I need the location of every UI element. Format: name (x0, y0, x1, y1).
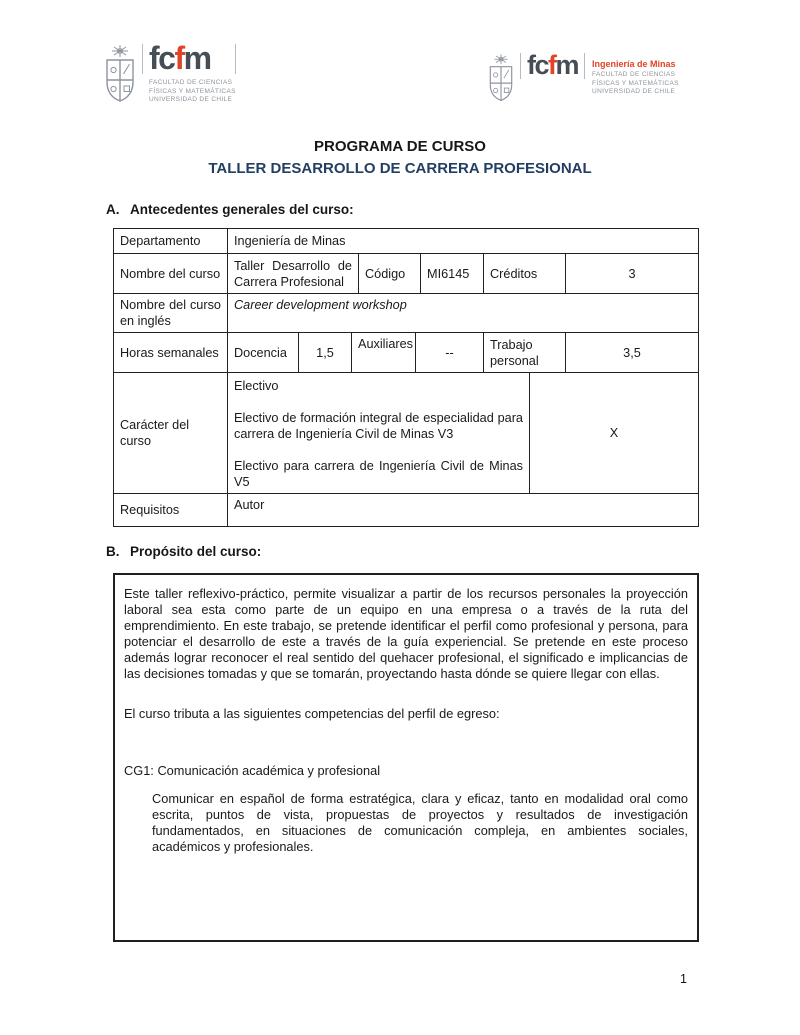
section-marker: A. (106, 202, 120, 217)
nombre-ingles-value: Career development workshop (234, 298, 407, 312)
fcfm-wordmark: fcfm (142, 44, 236, 74)
requisitos-value: Autor (234, 498, 265, 512)
faculty-caption: FACULTAD DE CIENCIAS FÍSICAS Y MATEMÁTICAS UNIVERSIDAD DE CHILE (149, 79, 236, 104)
docencia-label: Docencia (228, 333, 299, 372)
cg1-heading (124, 763, 688, 779)
section-b-heading (106, 544, 261, 559)
docencia-value: 1,5 (299, 333, 352, 372)
uchile-shield-icon (103, 44, 137, 106)
caracter-mark: X (609, 426, 619, 440)
course-info-table (113, 228, 699, 527)
section-marker: B. (106, 544, 120, 559)
cg1-code: CG1: (124, 763, 154, 778)
cg1-description: Comunicar en español de forma estratégica, clara y eficaz, tanto en modalidad oral como escrita, puntos de vista, propuestas de proyectos y resultados de investigación fundamentados, en situaciones de comunicación compleja, en ambientes sociales, académicos y profesionales. (152, 791, 688, 854)
section-a-heading (106, 202, 354, 217)
page-number: 1 (680, 972, 687, 986)
faculty-caption: FACULTAD DE CIENCIAS FÍSICAS Y MATEMÁTICAS UNIVERSIDAD DE CHILE (592, 71, 679, 95)
table-row-requisitos (114, 494, 698, 526)
course-title: TALLER DESARROLLO DE CARRERA PROFESIONAL (208, 160, 592, 177)
cg1-title: Comunicación académica y profesional (157, 763, 381, 778)
table-row-nombre-ingles (114, 294, 698, 333)
uchile-shield-icon (487, 53, 515, 105)
document-title: PROGRAMA DE CURSO (314, 138, 486, 155)
caracter-options (228, 373, 530, 493)
caracter-item: Electivo de formación integral de especialidad para carrera de Ingeniería Civil de Minas V3 (234, 411, 523, 441)
auxiliares-value: -- (416, 333, 484, 372)
requisitos-label: Requisitos (114, 494, 228, 526)
departamento-label: Departamento (114, 229, 228, 253)
course-purpose-box (113, 573, 699, 942)
table-row-horas (114, 333, 698, 373)
table-row-nombre (114, 254, 698, 294)
codigo-label: Código (359, 254, 421, 293)
creditos-label: Créditos (484, 254, 566, 293)
table-row-departamento (114, 229, 698, 254)
creditos-value: 3 (628, 266, 636, 281)
table-row-caracter (114, 373, 698, 494)
fcfm-logo-left (103, 40, 236, 106)
codigo-value: MI6145 (421, 254, 484, 293)
caracter-item: Electivo (234, 379, 279, 393)
section-heading-text: Propósito del curso: (130, 544, 262, 559)
nombre-value: Taller Desarrollo de Carrera Profesional (228, 254, 359, 293)
department-name: Ingeniería de Minas (592, 59, 676, 69)
nombre-label: Nombre del curso (114, 254, 228, 293)
purpose-paragraph: Este taller reflexivo-práctico, permite visualizar a partir de los recursos personales la proyección laboral sea esta como parte de un equipo en una empresa o a través de la ruta del emprendimiento. En este trabajo, se pretende identificar el perfil como profesional y persona, para potenciar el desarrollo de este a través de la guía experiencial. Se pretende en este proceso además lograr reconocer el real sentido del quehacer profesional, el significado e implicancias de las decisiones tomadas y que se tomarán, proyectando hasta dónde se quiere llegar con ellas. (124, 586, 688, 681)
trabajo-personal-value: 3,5 (623, 345, 641, 360)
fcfm-wordmark: fcfm (520, 53, 585, 79)
trabajo-personal-label: Trabajo personal (484, 333, 566, 372)
auxiliares-label: Auxiliares (352, 333, 416, 372)
section-heading-text: Antecedentes generales del curso: (130, 202, 354, 217)
caracter-label: Carácter del curso (114, 373, 228, 493)
departamento-value: Ingeniería de Minas (234, 234, 346, 248)
caracter-item: Electivo para carrera de Ingeniería Civil de Minas V5 (234, 459, 523, 489)
nombre-ingles-label: Nombre del curso en inglés (114, 294, 228, 332)
horas-label: Horas semanales (114, 333, 228, 372)
tributes-line: El curso tributa a las siguientes competencias del perfil de egreso: (124, 706, 500, 721)
fcfm-logo-right (487, 50, 679, 105)
